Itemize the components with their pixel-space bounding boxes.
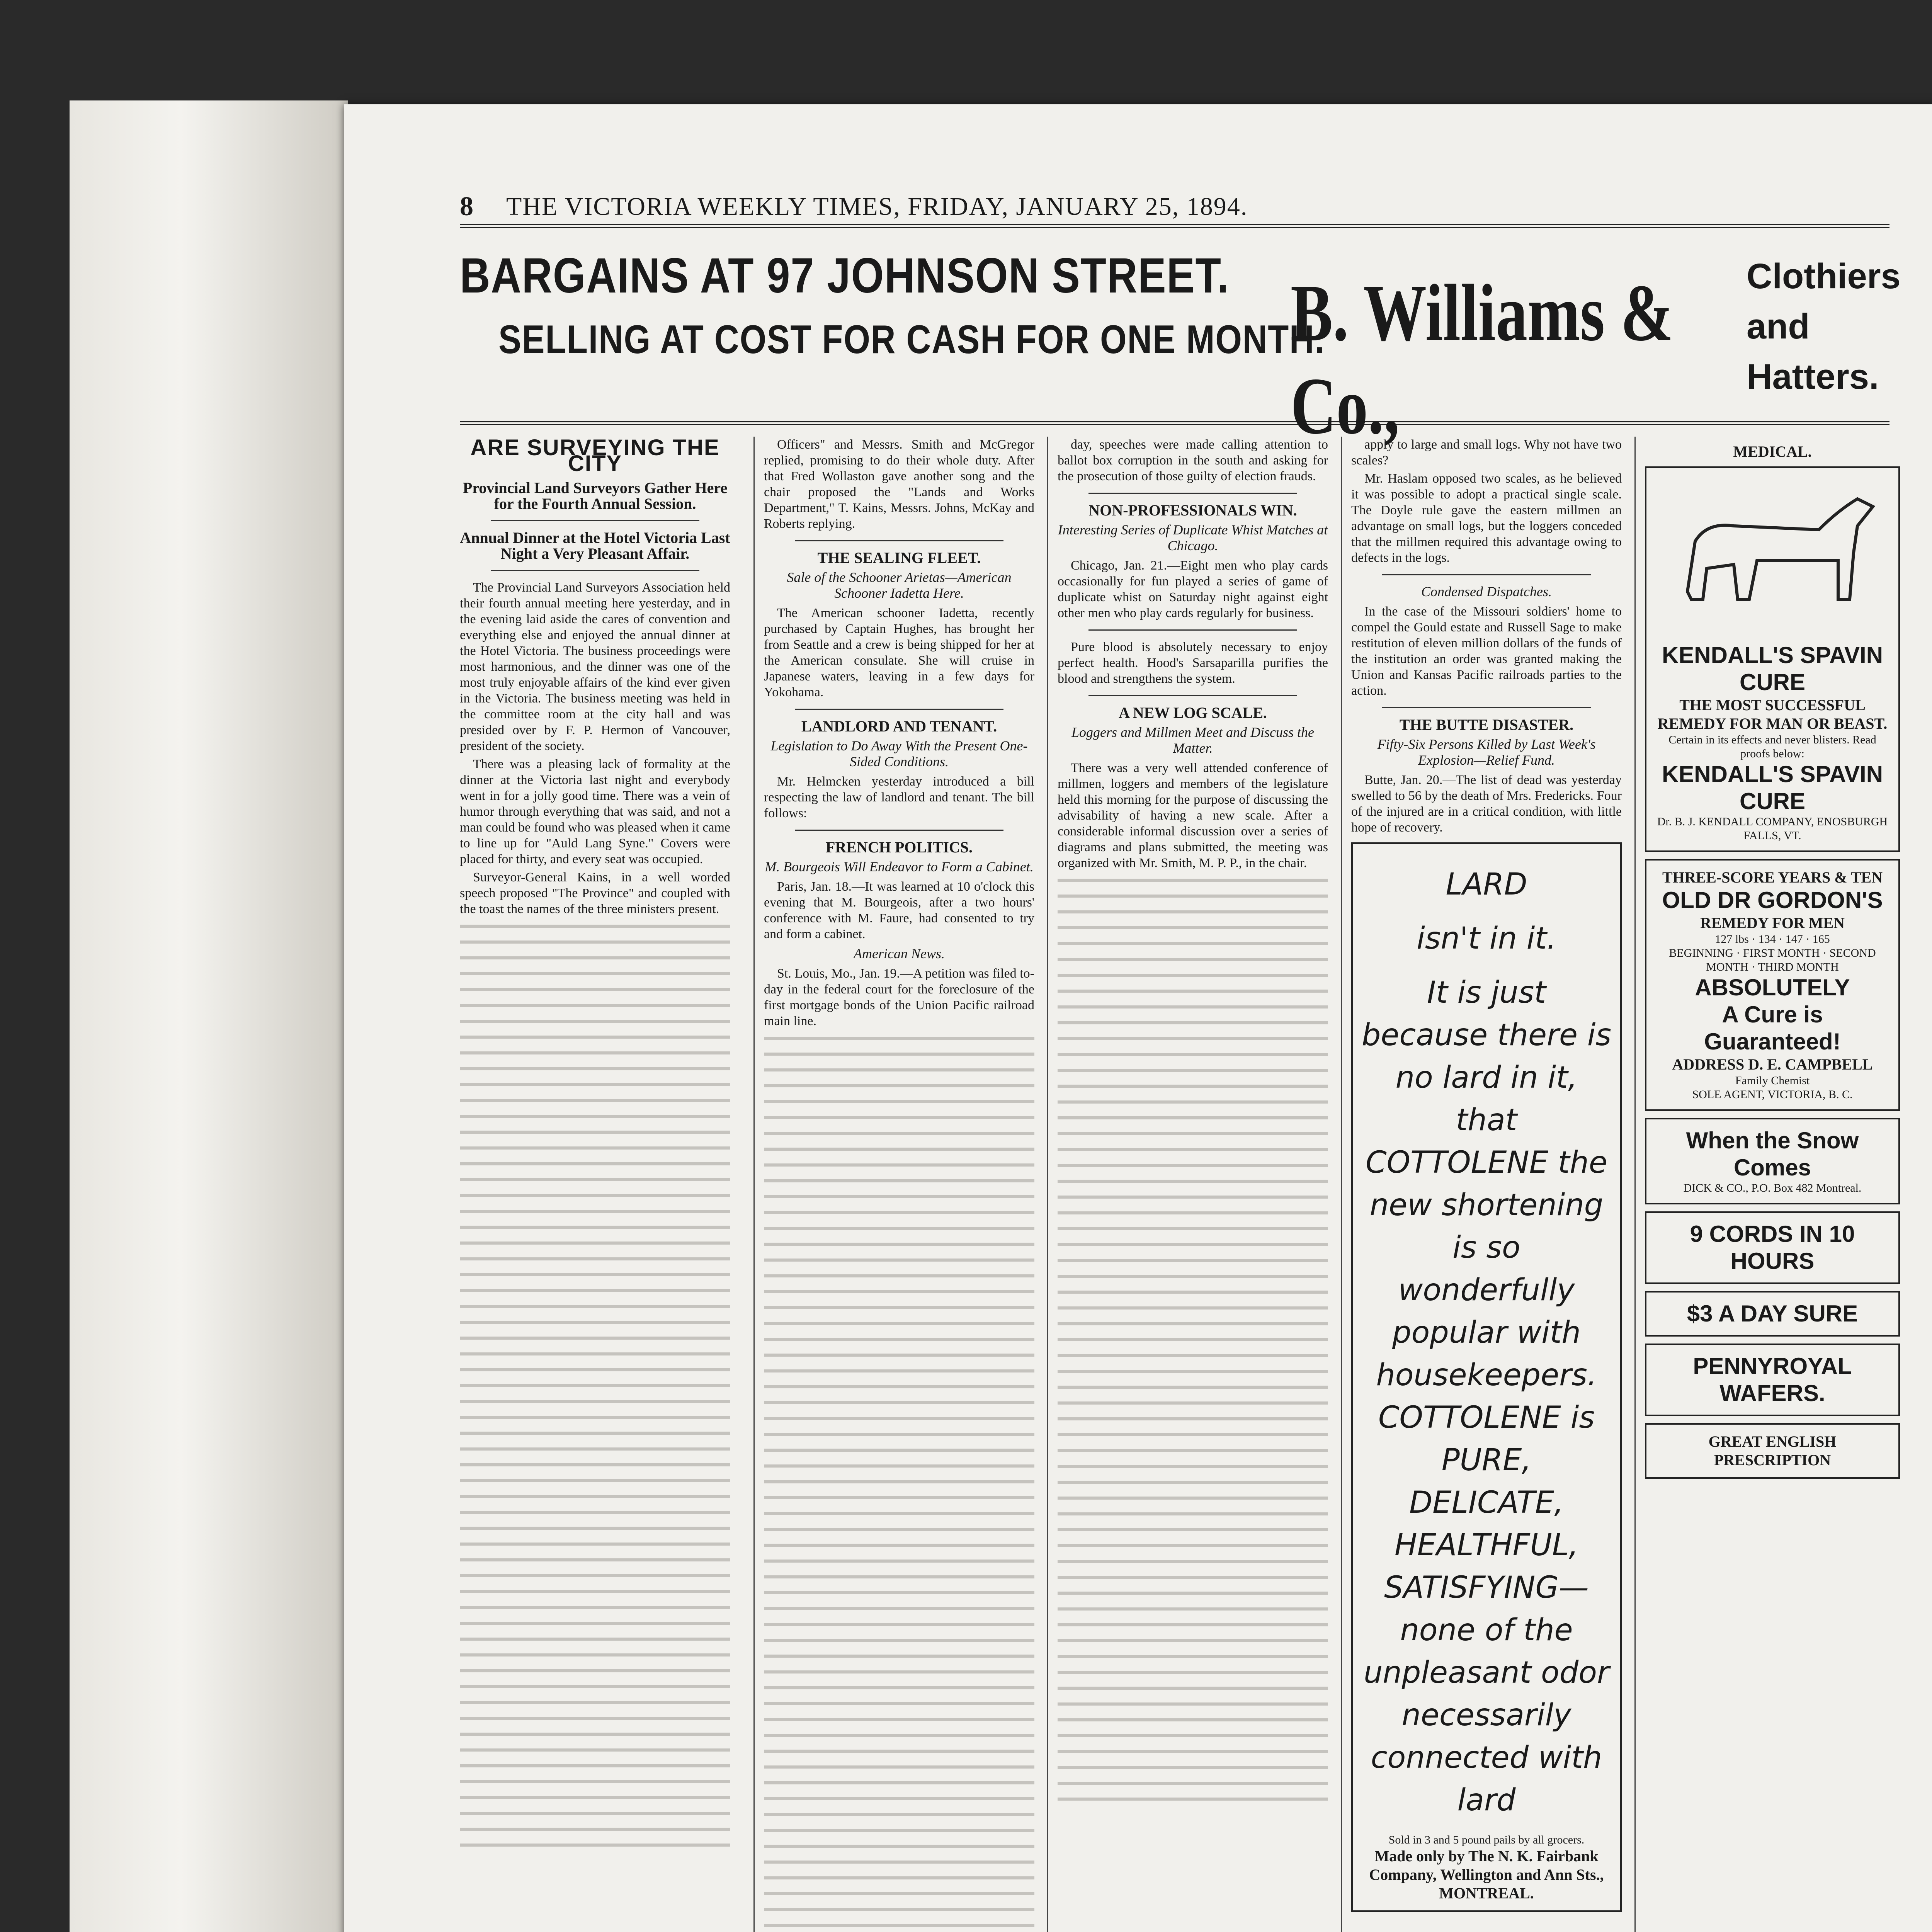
spavin-tag: THE MOST SUCCESSFUL REMEDY FOR MAN OR BEAST.	[1657, 696, 1888, 732]
paragraph: There was a very well attended conference of millmen, loggers and members of the legislature held this morning for the purpose of discussing the advisability of having a new scale. After a considerable informal discussion over a series of diagrams and plans submitted, the meeting was organized with Mr. Smith, M. P. P., in the chair.	[1058, 761, 1328, 870]
paragraph: Officers" and Messrs. Smith and McGregor replied, promising to do their whole duty. After that Fred Wollaston gave another song and the chair proposed the "Lands and Works Department," T. Kains, Messrs. Johns, McKay and Roberts replying.	[764, 437, 1034, 531]
column-4	[1341, 437, 1631, 1932]
subhead: Legislation to Do Away With the Present One-Sided Conditions.	[770, 738, 1028, 769]
cords-ad	[1645, 1211, 1900, 1284]
english-head: GREAT ENGLISH PRESCRIPTION	[1708, 1433, 1837, 1469]
gordon-ad	[1645, 859, 1900, 1111]
paragraph: Chicago, Jan. 21.—Eight men who play cards occasionally for fun played a series of game of duplicate whist on Saturday night against eight other men who play cards regularly for business.	[1058, 558, 1328, 620]
paragraph: Mr. Haslam opposed two scales, as he believed it was possible to adopt a practical single scale. The Doyle rule gave the eastern millmen an advantage on small logs, but the loggers conceded that the millmen required this advantage owing to defects in the logs.	[1351, 471, 1622, 565]
column-5	[1634, 437, 1900, 1932]
spavin-ad	[1645, 466, 1900, 852]
page-number: 8	[460, 192, 474, 221]
spavin-sign: KENDALL'S SPAVIN CURE	[1662, 642, 1883, 695]
pennyroyal-ad	[1645, 1344, 1900, 1416]
lard-footer: Sold in 3 and 5 pound pails by all grocers.	[1388, 1833, 1585, 1846]
weight: 127 lbs	[1715, 933, 1749, 946]
chemist-city: VICTORIA, B. C.	[1767, 1088, 1853, 1101]
section-head: MEDICAL.	[1733, 443, 1812, 460]
snow-ad	[1645, 1118, 1900, 1204]
stage: FIRST MONTH	[1743, 947, 1820, 959]
banner-firm: B. Williams & Co.,	[1291, 268, 1673, 451]
lard-body: It is just because there is no lard in it, that COTTOLENE the new shortening is so wonderfully popular with housekeepers. COTTOLENE is PURE, DELICATE, HEALTHFUL, SATISFYING—none of the unpleasant odor necessarily connected with lard	[1361, 975, 1612, 1818]
stage: SECOND MONTH	[1706, 947, 1876, 973]
lard-title: LARD	[1446, 867, 1527, 902]
headline: THE BUTTE DISASTER.	[1399, 716, 1574, 733]
gordon-remedy: REMEDY FOR MEN	[1700, 914, 1845, 932]
headline: LANDLORD AND TENANT.	[801, 718, 997, 735]
subhead: M. Bourgeois Will Endeavor to Form a Cabinet.	[765, 859, 1034, 874]
column-3	[1047, 437, 1337, 1932]
headline: NON-PROFESSIONALS WIN.	[1088, 502, 1297, 519]
subhead: Provincial Land Surveyors Gather Here for the Fourth Annual Session.	[463, 479, 728, 512]
paragraph: Mr. Helmcken yesterday introduced a bill respecting the law of landlord and tenant. The bill follows:	[764, 774, 1034, 820]
horse-icon	[1654, 476, 1891, 638]
divider	[1382, 574, 1591, 575]
divider	[795, 540, 1003, 541]
paragraph: The Provincial Land Surveyors Association held their fourth annual meeting here yesterday, and in the evening laid aside the cares of convention and everything else and enjoyed the annual dinner at the Hotel Victoria. The business proceedings were most harmonious, and the dinner was one of the most truly enjoyable affairs of the kind ever given in the Victoria. The business meeting was held in the committee room at the city hall and was presided over by F. P. Hermon of Vancouver, president of the society.	[460, 580, 730, 753]
chemist-role: Family Chemist	[1735, 1074, 1810, 1087]
gordon-stages: BEGINNING · FIRST MONTH · SECOND MONTH · THIRD MONTH	[1669, 947, 1876, 973]
headline: FRENCH POLITICS.	[825, 838, 973, 856]
snow-head: When the Snow Comes	[1686, 1128, 1859, 1180]
headline: THE SEALING FLEET.	[817, 549, 981, 566]
divider	[1088, 695, 1297, 696]
cords-head: 9 CORDS IN 10 HOURS	[1690, 1221, 1855, 1274]
pennyroyal-head: PENNYROYAL WAFERS.	[1693, 1353, 1852, 1406]
gordon-name: OLD DR GORDON'S	[1662, 887, 1883, 913]
weight: 165	[1812, 933, 1830, 946]
left-page-edge	[70, 100, 348, 1932]
divider	[1088, 493, 1297, 494]
lard-sub: isn't in it.	[1417, 921, 1556, 956]
banner-line1: BARGAINS AT 97 JOHNSON STREET.	[460, 248, 1230, 303]
stage: BEGINNING	[1669, 947, 1733, 959]
lard-maker: Made only by The N. K. Fairbank Company, Wellington and Ann Sts., MONTREAL.	[1369, 1847, 1604, 1902]
subhead: Interesting Series of Duplicate Whist Matches at Chicago.	[1058, 522, 1328, 553]
subhead: Annual Dinner at the Hotel Victoria Last Night a Very Pleasant Affair.	[460, 529, 730, 562]
newspaper-page	[344, 104, 1932, 1932]
banner-ad	[460, 236, 1901, 451]
divider	[1382, 707, 1591, 708]
banner-line2: SELLING AT COST FOR CASH FOR ONE MONTH.	[498, 317, 1325, 362]
spavin-tag2: Certain in its effects and never blisters. Read proofs below:	[1668, 733, 1876, 760]
text-lines	[764, 1037, 1034, 1932]
banner-trade	[1747, 251, 1901, 402]
address-label: ADDRESS	[1672, 1056, 1745, 1073]
guaranteed: A Cure is Guaranteed!	[1704, 1002, 1841, 1054]
paragraph: day, speeches were made calling attention to ballot box corruption in the south and asking for the prosecution of those guilty of election frauds.	[1058, 437, 1328, 483]
divider	[491, 570, 699, 571]
running-head: THE VICTORIA WEEKLY TIMES, FRIDAY, JANUARY 25, 1894.	[506, 192, 1248, 221]
divider	[1088, 629, 1297, 631]
dick-address: DICK & CO., P.O. Box 482 Montreal.	[1683, 1182, 1862, 1194]
column-1	[460, 437, 740, 1932]
headline: ARE SURVEYING THE CITY	[470, 437, 720, 476]
paragraph: There was a pleasing lack of formality at the dinner at the Victoria last night and everybody went in for a jolly good time. There was a vein of humor through everything that was said, and not a man could be found who was pleased when it came to line up for "Auld Lang Syne." Covers were placed for thirty, and every seat was occupied.	[460, 757, 730, 866]
divider	[491, 520, 699, 521]
chemist-name: D. E. CAMPBELL	[1748, 1056, 1873, 1073]
paragraph: Paris, Jan. 18.—It was learned at 10 o'clock this evening that M. Bourgeois, after a two hours' conference with M. Faure, had consented to try and form a cabinet.	[764, 879, 1034, 941]
paragraph: apply to large and small logs. Why not have two scales?	[1351, 437, 1622, 468]
sole-agent-label: SOLE AGENT,	[1692, 1088, 1765, 1101]
gordon-title: THREE-SCORE YEARS & TEN	[1662, 869, 1883, 886]
subhead: Loggers and Millmen Meet and Discuss the Matter.	[1071, 724, 1314, 756]
paragraph: St. Louis, Mo., Jan. 19.—A petition was filed to-day in the federal court for the foreclosure of the first mortgage bonds of the Union Pacific railroad main line.	[764, 966, 1034, 1028]
chemist-block	[1654, 1055, 1891, 1074]
headline: A NEW LOG SCALE.	[1119, 704, 1267, 721]
subhead: Condensed Dispatches.	[1421, 584, 1552, 599]
banner-trade1: Clothiers	[1747, 257, 1901, 296]
weight: 134	[1758, 933, 1776, 946]
day-head: $3 A DAY SURE	[1687, 1301, 1858, 1327]
paragraph: Butte, Jan. 20.—The list of dead was yesterday swelled to 56 by the death of Mrs. Fredericks. Four of the injured are in a critical condition, with little hope of recovery.	[1351, 773, 1622, 835]
divider	[795, 709, 1003, 710]
banner-trade2: and Hatters.	[1747, 307, 1879, 396]
spavin-name: KENDALL'S SPAVIN CURE	[1662, 761, 1883, 814]
english-ad	[1645, 1423, 1900, 1479]
paragraph: The American schooner Iadetta, recently purchased by Captain Hughes, has brought her from Seattle and a crew is being shipped for her at the American consulate. She will cruise in Japanese waters, leaving in a few days for Yokohama.	[764, 606, 1034, 699]
text-lines	[1058, 879, 1328, 1806]
gordon-weights: 127 lbs · 134 · 147 · 165	[1715, 933, 1830, 946]
absolutely: ABSOLUTELY	[1695, 975, 1850, 1000]
cottolene-ad	[1351, 842, 1622, 1912]
subhead: American News.	[854, 946, 945, 961]
paragraph: Surveyor-General Kains, in a well worded speech proposed "The Province" and coupled with the toast the names of the three ministers present.	[460, 870, 730, 916]
divider	[795, 830, 1003, 831]
subhead: Fifty-Six Persons Killed by Last Week's Explosion—Relief Fund.	[1377, 736, 1596, 768]
paragraph: In the case of the Missouri soldiers' home to compel the Gould estate and Russell Sage to make restitution of eleven million dollars of the funds of the institution an order was granted making the Union and Kansas Pacific railroads parties to the action.	[1351, 604, 1622, 698]
day-ad	[1645, 1291, 1900, 1337]
sole-agent	[1654, 1088, 1891, 1102]
stage: THIRD MONTH	[1758, 961, 1839, 973]
subhead: Sale of the Schooner Arietas—American Schooner Iadetta Here.	[787, 570, 1012, 601]
spavin-maker: Dr. B. J. KENDALL COMPANY, ENOSBURGH FALLS, VT.	[1657, 815, 1888, 842]
weight: 147	[1785, 933, 1803, 946]
text-lines	[460, 925, 730, 1852]
paragraph: Pure blood is absolutely necessary to enjoy perfect health. Hood's Sarsaparilla purifies the blood and strengthens the system.	[1058, 640, 1328, 686]
column-2	[753, 437, 1044, 1932]
columns	[460, 437, 1889, 1932]
folio	[460, 189, 1889, 228]
